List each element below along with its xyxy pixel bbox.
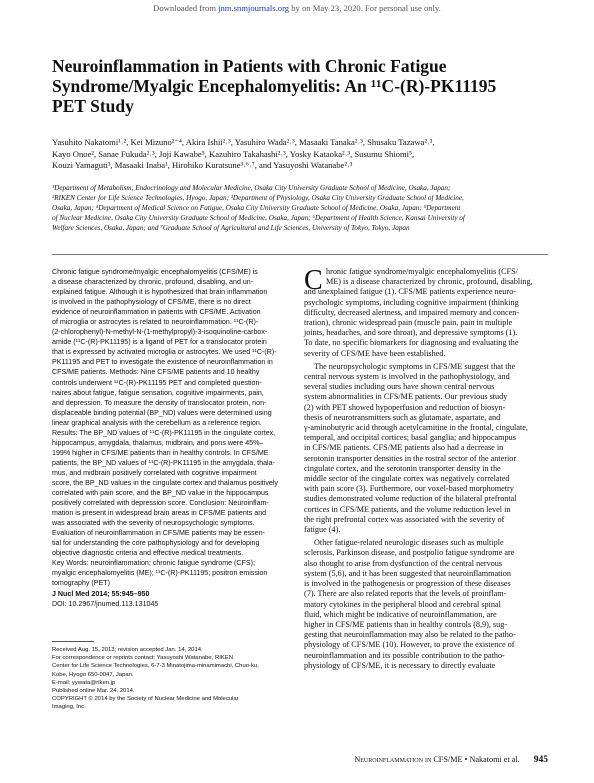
citation-line: J Nucl Med 2014; 55:945–950 [52,589,150,598]
download-banner: Downloaded from jnm.snmjournals.org by on May 23, 2020. For personal use only. [153,3,441,13]
author-line: Yasuhito Nakatomi¹˒², Kei Mizuno²⁻⁴, Akira Ishii²˒³, Yasuhiro Wada²˒³, Masaaki Tanaka²˒³, Shusaku Tazawa²˒³, [52,137,435,147]
body-line: middle sector of the cingulate cortex was negatively correlated [304,474,510,484]
title-line: Syndrome/Myalgic Encephalomyelitis: An ¹¹C-(R)-PK11195 [52,76,497,96]
author-line: Kayo Onoe², Sanae Fukuda²˒³, Joji Kawabe⁵, Kazuhiro Takahashi²˒³, Yosky Kataoka²˒³, Susumu Shiomi⁵, [52,148,415,159]
abstract-line: mation is present in widespread brain areas in CFS/ME patients and [52,509,267,518]
body-line: with pain score (3). Furthermore, our voxel-based morphometry [304,484,514,494]
body-line: ME) is a disease characterized by chronic, profound, disabling, [326,277,533,287]
footnote-line: COPYRIGHT © 2014 by the Society of Nuclear Medicine and Molecular [52,696,239,703]
email-line[interactable]: E-mail: yywata@riken.jp [52,679,116,686]
body-line: joints, headaches, and sore throat), and depressive symptoms (1). [304,328,518,338]
body-line: and unexplained fatigue (1). CFS/ME patients experience neuro- [304,287,516,297]
journal-link[interactable]: jnm.snmjournals.org [218,3,290,13]
author-line: Kouzi Yamaguti³, Masaaki Inaba¹, Hirohiko Kuratsune³˒⁶˒⁷, and Yasuyoshi Watanabe²˒³ [52,160,353,171]
doi-line[interactable]: DOI: 10.2967/jnumed.113.131045 [52,599,159,608]
body-line: several studies including ours have shown central nervous [304,382,495,392]
abstract-line: (2-chlorophenyl)-N-methyl-N-(1-methylpropyl)-3-isoquinoline-carbox- [52,328,268,337]
abstract-line: 199% higher in CFS/ME patients than in healthy controls. In CFS/ME [52,448,269,457]
abstract-line: of microglia or astrocytes is related to neuroinflammation. ¹¹C-(R)- [52,318,259,327]
abstract-line: hippocampus, amygdala, thalamus, midbrain, and pons were 45%– [52,438,264,447]
body-line: higher in CFS/ME patients than in healthy controls (8,9), sug- [304,619,508,629]
footnote-line: Received Aug. 15, 2013; revision accepted Jan. 14, 2014. [52,647,203,653]
footnote-line: Center for Life Science Technologies, 6-7-3 Minatojima-minamimachi, Chuo-ku, [52,663,259,670]
body-line: cingulate cortex, and the serotonin transporter density in the [304,463,501,473]
title-line: Neuroinflammation in Patients with Chronic Fatigue [52,56,447,76]
abstract-line: objective diagnostic criteria and effective medical treatments. [52,549,244,558]
body-line: matory cytokines in the peripheral blood and cerebral spinal [304,599,501,609]
abstract-line: CFS/ME patients. Methods: Nine CFS/ME patients and 10 healthy [52,368,260,377]
body-line: sclerosis, Parkinson disease, and postpolio fatigue syndrome are [304,548,515,558]
body-line: γ-aminobutyric acid through acetylcarnitine in the frontal, cingulate, [304,423,528,433]
title-line: PET Study [52,96,134,116]
abstract-line: linear graphical analysis with the cerebellum as a reference region. [52,418,262,427]
body-line: physiology of CFS/ME, it is necessary to directly evaluate [304,660,496,670]
body-line: physiology of CFS/ME (10). However, to prove the existence of [304,640,515,650]
abstract-line: positively correlated with depression score. Conclusion: Neuroinflam- [52,499,269,508]
body-line: (2) with PET showed hypoperfusion and reduction of biosyn- [304,402,506,412]
body-line: in CFS/ME patients. CFS/ME patients also had a decrease in [304,443,504,453]
affiliation-line: ¹Department of Metabolism, Endocrinology and Molecular Medicine, Osaka City University Graduate School of Medicine, Osaka, Japan; [52,184,451,192]
body-line: psychologic symptoms, including cognitive impairment (thinking [304,297,519,307]
abstract-line: Chronic fatigue syndrome/myalgic encephalomyelitis (CFS/ME) is [52,268,258,276]
abstract-line: is involved in the pathophysiology of CFS/ME, there is no direct [52,298,251,307]
drop-cap: C [304,265,323,296]
affiliation-line: of Nuclear Medicine, Osaka City University Graduate School of Medicine, Osaka, Japan; ⁶Department of Health Science, Kansai University of [52,214,465,222]
affiliation-line: Welfare Sciences, Osaka, Japan; and ⁷Graduate School of Agricultural and Life Sciences, University of Tokyo, Tokyo, Japan [52,224,410,232]
body-line: neuroinflammation and its possible contribution to the patho- [304,650,505,660]
abstract-line: mus, and midbrain positively correlated with cognitive impairment [52,468,257,477]
body-line: cortices in CFS/ME patients, and the volume reduction level in [304,504,511,514]
abstract-line: evidence of neuroinflammation in patients with CFS/ME. Activation [52,308,261,317]
keywords-line: myalgic encephalomyelitis (ME); ¹¹C-(R)-PK11195; positron emission [52,569,268,578]
body-line: (7). There are also related reports that the levels of proinflam- [304,589,507,599]
abstract-line: Evaluation of neuroinflammation in CFS/ME patients may be essen- [52,529,265,538]
footnote-line: Kobe, Hyogo 650-0047, Japan. [52,671,134,678]
abstract-line: patients, the BP_ND values of ¹¹C-(R)-PK11195 in the amygdala, thala- [52,458,275,467]
body-line: tration), chronic widespread pain (muscle pain, pain in multiple [304,318,513,328]
keywords-line: Key Words: neuroinflammation; chronic fatigue syndrome (CFS); [52,559,255,568]
abstract-line: naires about fatigue, fatigue sensation, cognitive impairments, pain, [52,388,264,397]
footnote-line: Imaging, Inc. [52,704,86,711]
abstract-line: a disease characterized by chronic, profound, disabling, and un- [52,278,254,287]
body-line: hronic fatigue syndrome/myalgic encephalomyelitis (CFS/ [326,267,518,276]
body-line: central nervous system is involved in the pathophysiology, and [304,372,510,382]
body-line: severity of CFS/ME have been established. [304,348,446,358]
page-footer [300,755,548,765]
abstract-line: amide (¹¹C-(R)-PK11195) is a ligand of PET for a translocator protein [52,338,267,347]
body-line: studies demonstrated volume reduction of the bilateral prefrontal [304,494,517,504]
body-line: system abnormalities in CFS/ME patients. Our previous study [304,392,508,402]
body-text [304,267,548,671]
body-line: The neuropsychologic symptoms in CFS/ME suggest that the [314,361,516,371]
footer-separator: • [464,755,468,764]
body-line: fatigue (4). [304,525,341,535]
body-line: is involved in the pathogenesis or progression of these diseases [304,579,511,589]
affiliation-line: ²RIKEN Center for Life Science Technologies, Hyogo, Japan; ³Department of Physiology, Osaka City University Graduate School of Medicine, [52,194,464,202]
abstract-line: correlated with pain score, and the BP_ND value in the hippocampus [52,489,269,498]
abstract-line: controls underwent ¹¹C-(R)-PK11195 PET and completed question- [52,378,262,387]
affiliation-line: Osaka, Japan; ⁴Department of Medical Science on Fatigue, Osaka City University Graduate School of Medicine, Osaka, Japan; ⁵Department [52,204,461,212]
author-list [52,137,552,172]
abstract-line: and depression. To measure the density of translocator protein, non- [52,398,267,407]
footnote-separator [52,641,94,642]
body-line: difficulty, decreased alertness, and impaired memory and concen- [304,307,520,317]
header-divider [52,254,548,255]
body-line: also thought to arise from dysfunction of the central nervous [304,558,503,568]
keywords-line: tomography (PET) [52,579,110,588]
body-line: serotonin transporter densities in the rostral sector of the anterior [304,453,517,463]
body-line: gesting that neuroinflammation may also be related to the patho- [304,630,516,640]
footer-authors: Nakatomi et al. [469,755,520,764]
abstract-line: displaceable binding potential (BP_ND) values were determined using [52,408,272,417]
body-line: Other fatigue-related neurologic diseases such as multiple [314,538,504,548]
abstract-line: Results: The BP_ND values of ¹¹C-(R)-PK11195 in the cingulate cortex, [52,428,276,437]
affiliations [52,183,552,233]
abstract-line: was associated with the severity of neuropsychologic symptoms. [52,519,255,528]
abstract-line: tial for understanding the core pathophysiology and for developing [52,539,260,548]
body-line: fluid, which might be indicative of neuroinflammation, are [304,609,497,619]
footnote-line: Published online Mar. 24, 2014. [52,688,135,695]
body-line: temporal, and occipital cortices; basal ganglia; and hippocampus [304,433,516,443]
abstract-line: score, the BP_ND values in the cingulate cortex and thalamus positively [52,478,278,487]
article-title [52,56,552,116]
running-title: Neuroinflammation in CFS/ME [354,755,463,764]
abstract [52,267,290,609]
abstract-line: that is expressed by activated microglia or astrocytes. We used ¹¹C-(R)- [52,348,277,357]
body-line: To date, no specific biomarkers for diagnosing and evaluating the [304,338,519,348]
body-line: the right prefrontal cortex was associated with the severity of [304,514,505,524]
abstract-line: PK11195 and PET to investigate the existence of neuroinflammation in [52,358,273,367]
body-line: thesis of neurotransmitters such as glutamate, aspartate, and [304,412,501,422]
abstract-line: explained fatigue. Although it is hypothesized that brain inflammation [52,288,268,297]
page-number: 945 [533,755,548,765]
body-line: system (5,6), and it has been suggested that neuroinflammation [304,568,511,578]
footnotes [52,641,290,712]
footnote-line: For correspondence or reprints contact: Yasuyoshi Watanabe, RIKEN [52,655,233,662]
